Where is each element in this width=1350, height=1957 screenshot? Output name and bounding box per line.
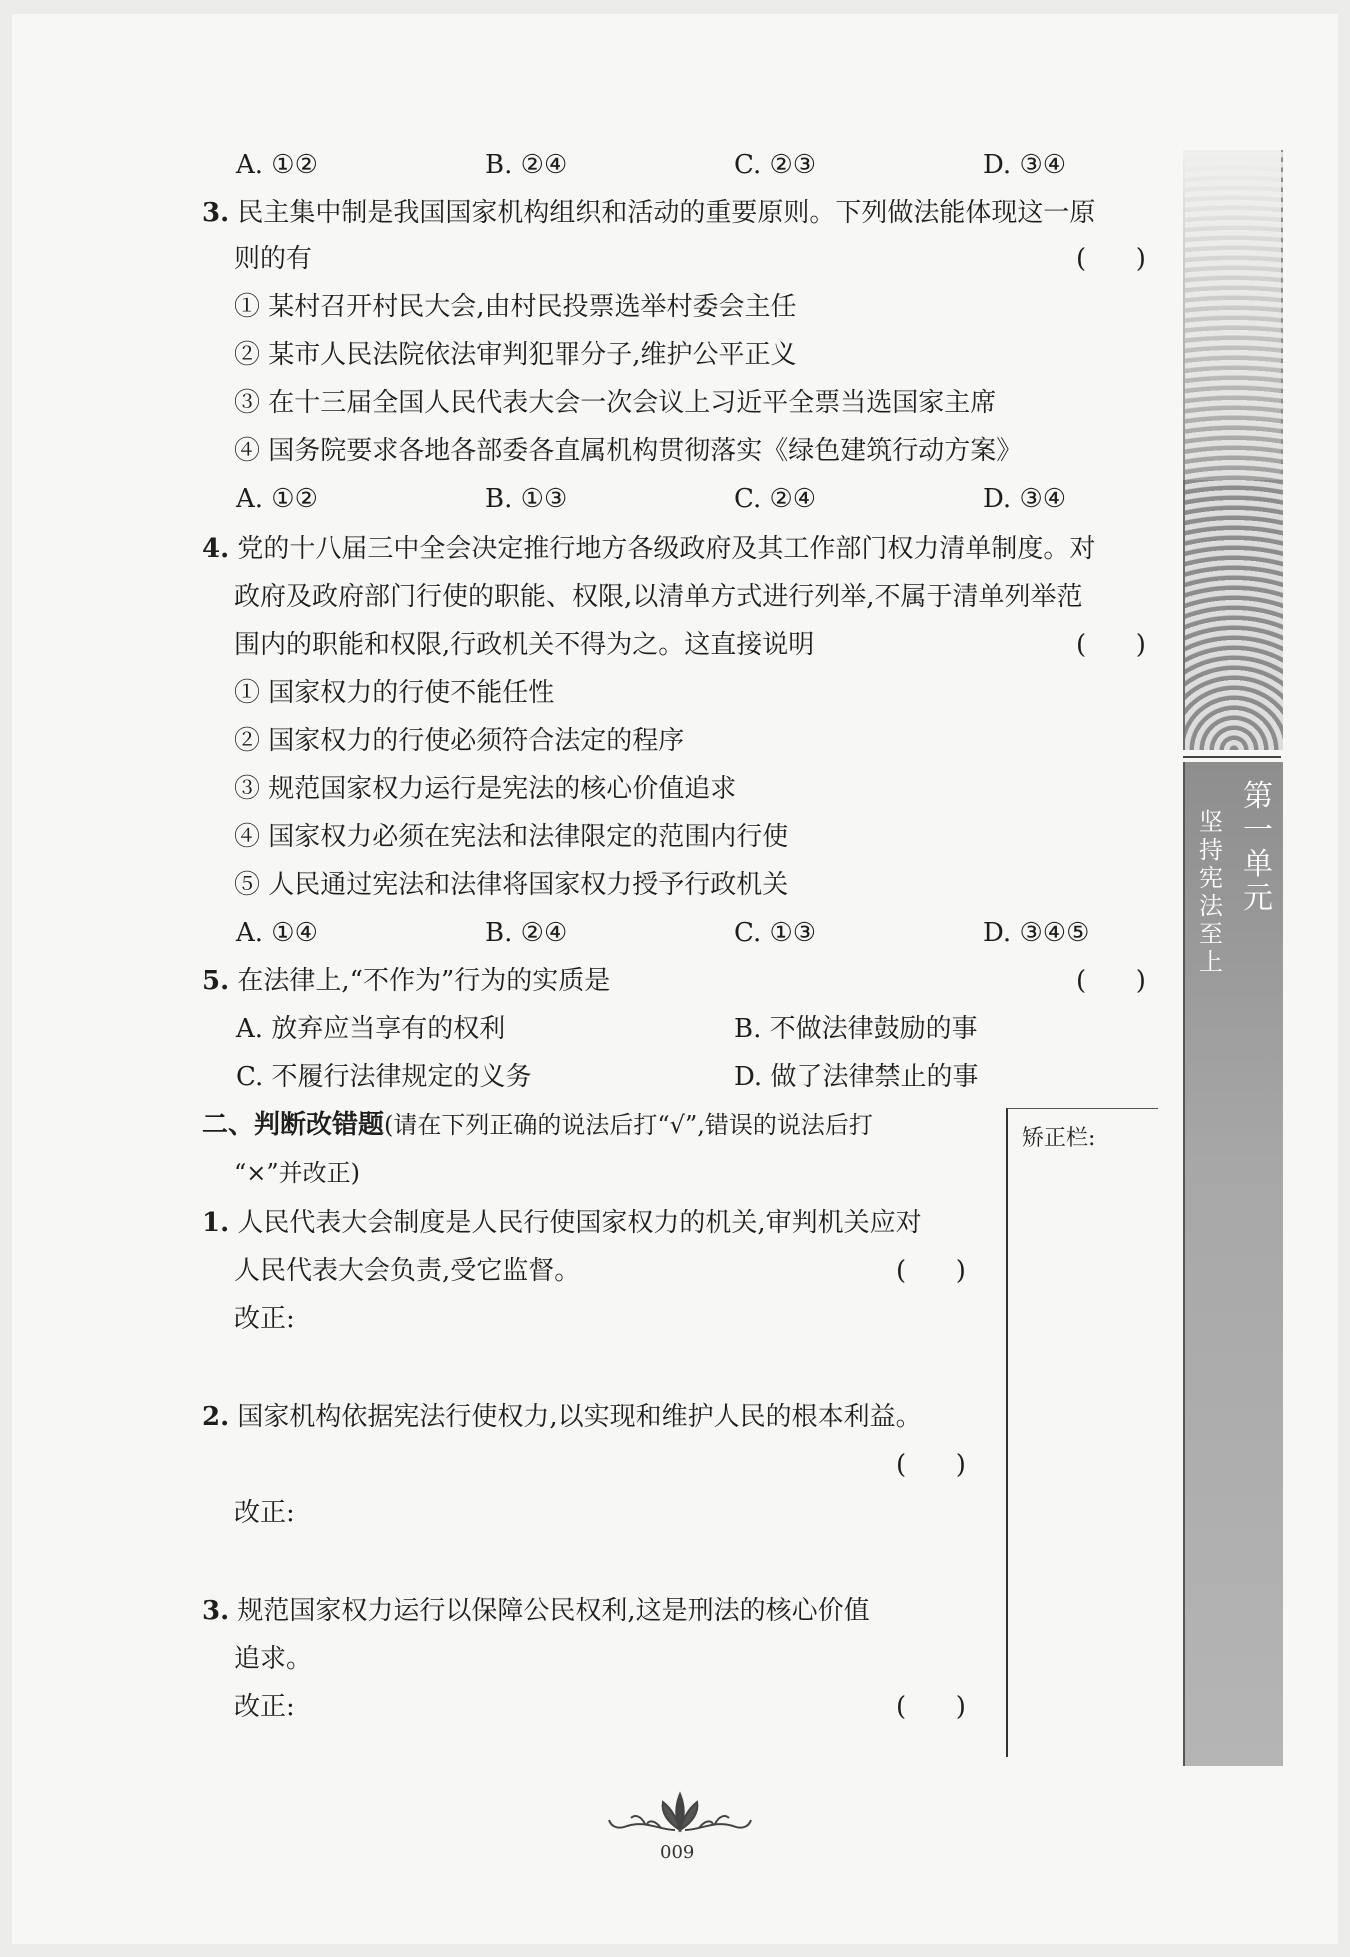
question-number: 1.: [202, 1208, 230, 1238]
correction-column: [1006, 1108, 1158, 1757]
section-instruction: “×”并改正): [234, 1159, 361, 1187]
option-c: C. ②④: [734, 484, 817, 514]
section-instruction-line: [234, 1156, 360, 1190]
statement-item: ④ 国家权力必须在宪法和法律限定的范围内行使: [234, 822, 789, 852]
answer-parentheses: ( ): [1076, 630, 1146, 660]
section-heading: [202, 1108, 873, 1142]
question-number: 4.: [202, 534, 230, 564]
question-stem-line: 则的有: [234, 244, 313, 274]
option-a: A. ①②: [236, 150, 318, 180]
option-d: D. ③④⑤: [983, 918, 1090, 948]
statement-item: ⑤ 人民通过宪法和法律将国家权力授予行政机关: [234, 870, 789, 900]
question-5: [202, 964, 610, 998]
answer-parentheses: ( ): [896, 1256, 966, 1286]
correction-label: 矫正栏:: [1022, 1126, 1096, 1151]
ornament-icon: [605, 1790, 755, 1838]
option-a: A. ①④: [236, 918, 318, 948]
correction-prompt: 改正:: [234, 1692, 295, 1722]
question-stem: 人民代表大会制度是人民行使国家权力的机关,审判机关应对: [237, 1208, 922, 1238]
statement-item: ④ 国务院要求各地各部委各直属机构贯彻落实《绿色建筑行动方案》: [234, 436, 1023, 466]
question-stem: 党的十八届三中全会决定推行地方各级政府及其工作部门权力清单制度。对: [237, 534, 1096, 564]
statement-item: ③ 规范国家权力运行是宪法的核心价值追求: [234, 774, 737, 804]
statement-item: ① 某村召开村民大会,由村民投票选举村委会主任: [234, 292, 797, 322]
side-tab-divider: [1183, 756, 1281, 758]
question-stem: 在法律上,“不作为”行为的实质是: [237, 966, 611, 996]
question-number: 3.: [202, 1596, 230, 1626]
option-c: C. 不履行法律规定的义务: [236, 1062, 532, 1092]
statement-item: ② 某市人民法院依法审判犯罪分子,维护公平正义: [234, 340, 797, 370]
answer-parentheses: ( ): [896, 1450, 966, 1480]
judgment-3: [202, 1594, 870, 1628]
judgment-2: [202, 1400, 922, 1434]
answer-parentheses: ( ): [1076, 966, 1146, 996]
section-title: 二、判断改错题: [202, 1110, 385, 1140]
question-stem: 规范国家权力运行以保障公民权利,这是刑法的核心价值: [237, 1596, 870, 1626]
option-a: A. ①②: [236, 484, 318, 514]
answer-parentheses: ( ): [1076, 244, 1146, 274]
option-d: D. ③④: [983, 150, 1067, 180]
option-c: C. ①③: [734, 918, 817, 948]
unit-label: 第一单元: [1243, 779, 1273, 916]
option-b: B. ①③: [485, 484, 568, 514]
question-stem-line: 人民代表大会负责,受它监督。: [234, 1256, 581, 1286]
question-3: [202, 196, 1095, 230]
option-a: A. 放弃应当享有的权利: [236, 1014, 506, 1044]
option-d: D. 做了法律禁止的事: [734, 1062, 979, 1092]
question-stem-line: 政府及政府部门行使的职能、权限,以清单方式进行列举,不属于清单列举范: [234, 582, 1083, 612]
statement-item: ① 国家权力的行使不能任性: [234, 678, 555, 708]
question-stem: 民主集中制是我国国家机构组织和活动的重要原则。下列做法能体现这一原: [237, 198, 1096, 228]
question-stem-line: 追求。: [234, 1644, 313, 1674]
question-number: 2.: [202, 1402, 230, 1432]
question-number: 3.: [202, 198, 230, 228]
section-instruction: (请在下列正确的说法后打“√”,错误的说法后打: [384, 1111, 873, 1139]
question-number: 5.: [202, 966, 230, 996]
option-b: B. 不做法律鼓励的事: [734, 1014, 978, 1044]
judgment-1: [202, 1206, 922, 1240]
question-stem-line: 围内的职能和权限,行政机关不得为之。这直接说明: [234, 630, 815, 660]
statement-item: ③ 在十三届全国人民代表大会一次会议上习近平全票当选国家主席: [234, 388, 997, 418]
option-b: B. ②④: [485, 918, 568, 948]
unit-title: 坚持宪法至上: [1199, 808, 1223, 976]
correction-prompt: 改正:: [234, 1304, 295, 1334]
correction-prompt: 改正:: [234, 1498, 295, 1528]
option-c: C. ②③: [734, 150, 817, 180]
page-number: 009: [660, 1842, 695, 1863]
answer-parentheses: ( ): [896, 1692, 966, 1722]
question-4: [202, 532, 1095, 566]
side-tab-fade: [1183, 150, 1281, 480]
statement-item: ② 国家权力的行使必须符合法定的程序: [234, 726, 685, 756]
question-stem: 国家机构依据宪法行使权力,以实现和维护人民的根本利益。: [237, 1402, 922, 1432]
option-b: B. ②④: [485, 150, 568, 180]
option-d: D. ③④: [983, 484, 1067, 514]
